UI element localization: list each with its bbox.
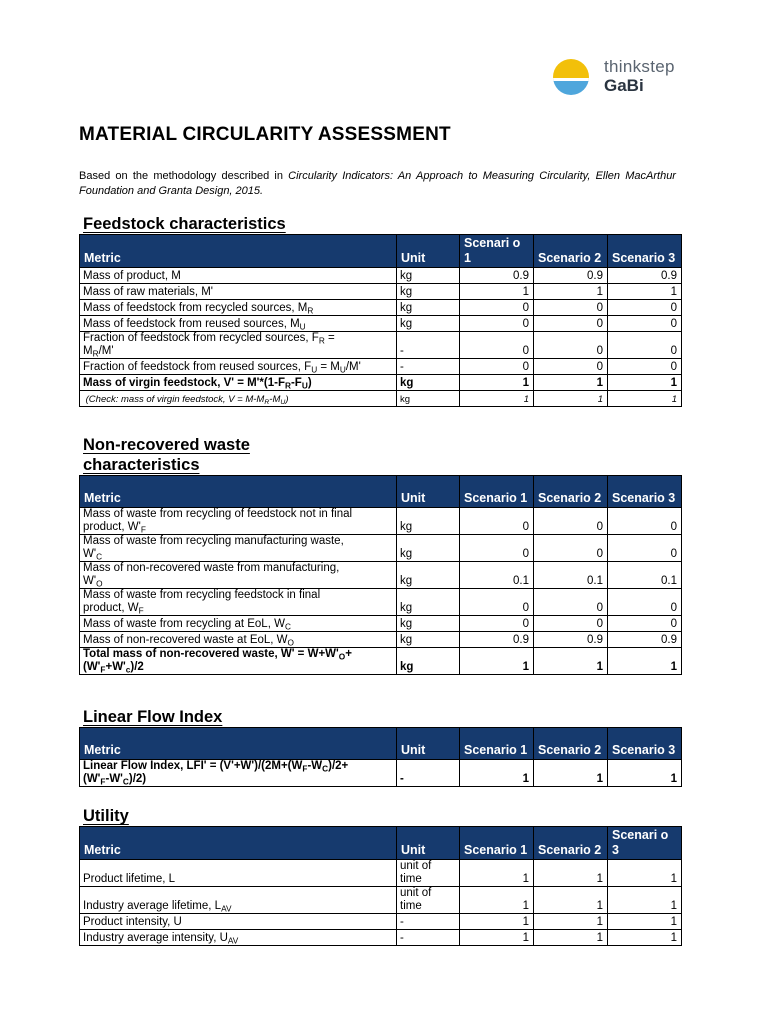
col-header-scenario-2: Scenario 2 <box>534 476 608 508</box>
scenario-2-value: 1 <box>534 930 608 946</box>
utility-table <box>79 826 682 946</box>
table-row <box>80 632 682 648</box>
scenario-1-value: 1 <box>460 930 534 946</box>
table-row <box>80 359 682 375</box>
scenario-2-value: 0 <box>534 300 608 316</box>
metric-cell: Fraction of feedstock from reused sources, $F_U = M_U/M'$ <box>80 359 397 375</box>
metric-cell: Mass of feedstock from recycled sources, $M_R$ <box>80 300 397 316</box>
col-header-scenario-3: Scenari o 3 <box>608 827 682 860</box>
lfi-table <box>79 727 682 787</box>
scenario-2-value: 0.9 <box>534 268 608 284</box>
scenario-3-value: 0 <box>608 589 682 616</box>
feedstock-heading: Feedstock characteristics <box>83 215 286 233</box>
col-header-scenario-3: Scenario 3 <box>608 476 682 508</box>
scenario-2-value: 0 <box>534 589 608 616</box>
scenario-1-value: 0 <box>460 300 534 316</box>
metric-cell: Linear Flow Index, $LFI' = (V'+W')/(2M+(W_F-W_C)/2+$ $(W'_F-W'_C)/2$) <box>80 760 397 787</box>
logo-text <box>604 58 675 95</box>
scenario-2-value: 0.1 <box>534 562 608 589</box>
metric-cell: Mass of waste from recycling at EoL, $W_C$ <box>80 616 397 632</box>
metric-cell: Fraction of feedstock from recycled sources, $F_R$ = $M_R/M'$ <box>80 332 397 359</box>
logo-line-2: GaBi <box>604 75 644 95</box>
table-row <box>80 300 682 316</box>
table-row <box>80 930 682 946</box>
col-header-unit: Unit <box>397 827 460 860</box>
unit-cell: kg <box>397 562 460 589</box>
scenario-1-value: 1 <box>460 391 534 407</box>
scenario-2-value: 0.9 <box>534 632 608 648</box>
intro-prefix: Based on the methodology described in <box>79 170 289 182</box>
metric-cell: Mass of virgin feedstock, $V' = M'*(1-F_R-F_U)$ <box>80 375 397 391</box>
waste-heading: Non-recovered waste characteristics <box>83 436 250 474</box>
table-row <box>80 508 682 535</box>
col-header-scenario-1: Scenario 1 <box>460 827 534 860</box>
col-header-metric: Metric <box>80 235 397 268</box>
scenario-1-value: 0 <box>460 535 534 562</box>
scenario-1-value: 0 <box>460 359 534 375</box>
table-row <box>80 391 682 407</box>
scenario-3-value: 0 <box>608 535 682 562</box>
scenario-1-value: 0.1 <box>460 562 534 589</box>
intro-citation: Circularity Indicators: An Approach to Measuring Circularity, Ellen MacArthur Foundation and Granta Design, 2015. <box>79 170 676 197</box>
unit-cell: - <box>397 359 460 375</box>
scenario-2-value: 0 <box>534 616 608 632</box>
metric-cell: Mass of waste from recycling feedstock in final product, $W_F$ <box>80 589 397 616</box>
scenario-3-value: 0 <box>608 359 682 375</box>
scenario-1-value: 0 <box>460 616 534 632</box>
scenario-2-value: 1 <box>534 391 608 407</box>
table-row <box>80 332 682 359</box>
metric-cell: Industry average lifetime, $L_{AV}$ <box>80 887 397 914</box>
scenario-3-value: 0 <box>608 616 682 632</box>
scenario-1-value: 0.9 <box>460 632 534 648</box>
unit-cell: kg <box>397 632 460 648</box>
table-row <box>80 562 682 589</box>
scenario-3-value: 1 <box>608 930 682 946</box>
unit-cell: unit of time <box>397 860 460 887</box>
unit-cell: kg <box>397 535 460 562</box>
page-title: MATERIAL CIRCULARITY ASSESSMENT <box>79 124 451 145</box>
scenario-3-value: 0.9 <box>608 632 682 648</box>
table-row <box>80 860 682 887</box>
col-header-metric: Metric <box>80 728 397 760</box>
logo-mark-icon <box>553 59 589 95</box>
scenario-3-value: 1 <box>608 284 682 300</box>
intro-paragraph <box>79 169 676 199</box>
scenario-3-value: 0 <box>608 316 682 332</box>
scenario-3-value: 0 <box>608 300 682 316</box>
scenario-2-value: 0 <box>534 332 608 359</box>
table-row <box>80 535 682 562</box>
metric-cell: Mass of waste from recycling of feedstock not in final product, $W'_F$ <box>80 508 397 535</box>
col-header-scenario-3: Scenario 3 <box>608 728 682 760</box>
scenario-1-value: 0 <box>460 589 534 616</box>
waste-table <box>79 475 682 675</box>
logo-line-1: thinkstep <box>604 57 675 76</box>
table-row <box>80 616 682 632</box>
metric-cell: (Check: mass of virgin feedstock, $V = M-M_R-M_U$) <box>80 391 397 407</box>
col-header-scenario-2: Scenario 2 <box>534 827 608 860</box>
col-header-scenario-2: Scenario 2 <box>534 235 608 268</box>
metric-cell: Mass of non-recovered waste from manufacturing, $W'_O$ <box>80 562 397 589</box>
scenario-3-value: 1 <box>608 648 682 675</box>
col-header-scenario-3: Scenario 3 <box>608 235 682 268</box>
scenario-1-value: 1 <box>460 648 534 675</box>
unit-cell: kg <box>397 391 460 407</box>
unit-cell: kg <box>397 648 460 675</box>
metric-cell: Mass of waste from recycling manufacturing waste, $W'_C$ <box>80 535 397 562</box>
metric-cell: Industry average intensity, $U_{AV}$ <box>80 930 397 946</box>
unit-cell: - <box>397 930 460 946</box>
col-header-unit: Unit <box>397 235 460 268</box>
scenario-1-value: 1 <box>460 860 534 887</box>
scenario-2-value: 1 <box>534 375 608 391</box>
scenario-1-value: 1 <box>460 375 534 391</box>
thinkstep-gabi-logo <box>553 58 675 95</box>
table-row <box>80 375 682 391</box>
unit-cell: kg <box>397 284 460 300</box>
metric-cell: Product lifetime, L <box>80 860 397 887</box>
col-header-metric: Metric <box>80 827 397 860</box>
scenario-3-value: 1 <box>608 860 682 887</box>
scenario-2-value: 0 <box>534 316 608 332</box>
scenario-3-value: 1 <box>608 914 682 930</box>
unit-cell: kg <box>397 616 460 632</box>
table-row <box>80 887 682 914</box>
scenario-3-value: 0.9 <box>608 268 682 284</box>
scenario-2-value: 1 <box>534 887 608 914</box>
scenario-2-value: 0 <box>534 508 608 535</box>
col-header-scenario-1: Scenari o 1 <box>460 235 534 268</box>
lfi-heading: Linear Flow Index <box>83 708 223 726</box>
table-row <box>80 760 682 787</box>
scenario-1-value: 1 <box>460 914 534 930</box>
unit-cell: - <box>397 760 460 787</box>
scenario-2-value: 0 <box>534 535 608 562</box>
scenario-3-value: 0 <box>608 332 682 359</box>
scenario-2-value: 1 <box>534 914 608 930</box>
col-header-scenario-1: Scenario 1 <box>460 476 534 508</box>
scenario-1-value: 0 <box>460 508 534 535</box>
col-header-scenario-2: Scenario 2 <box>534 728 608 760</box>
feedstock-table <box>79 234 682 407</box>
unit-cell: kg <box>397 375 460 391</box>
scenario-2-value: 1 <box>534 648 608 675</box>
scenario-3-value: 1 <box>608 760 682 787</box>
utility-heading: Utility <box>83 807 129 825</box>
scenario-1-value: 1 <box>460 284 534 300</box>
metric-cell: Mass of non-recovered waste at EoL, $W_O$ <box>80 632 397 648</box>
metric-cell: Product intensity, U <box>80 914 397 930</box>
scenario-2-value: 1 <box>534 860 608 887</box>
scenario-1-value: 1 <box>460 887 534 914</box>
table-row <box>80 316 682 332</box>
unit-cell: - <box>397 332 460 359</box>
scenario-3-value: 1 <box>608 887 682 914</box>
scenario-1-value: 1 <box>460 760 534 787</box>
scenario-2-value: 1 <box>534 760 608 787</box>
scenario-1-value: 0 <box>460 332 534 359</box>
col-header-metric: Metric <box>80 476 397 508</box>
metric-cell: Mass of raw materials, M' <box>80 284 397 300</box>
scenario-2-value: 1 <box>534 284 608 300</box>
metric-cell: Mass of product, M <box>80 268 397 284</box>
scenario-3-value: 1 <box>608 375 682 391</box>
scenario-1-value: 0.9 <box>460 268 534 284</box>
table-row <box>80 648 682 675</box>
col-header-unit: Unit <box>397 476 460 508</box>
unit-cell: unit of time <box>397 887 460 914</box>
scenario-3-value: 0.1 <box>608 562 682 589</box>
scenario-3-value: 0 <box>608 508 682 535</box>
col-header-unit: Unit <box>397 728 460 760</box>
scenario-1-value: 0 <box>460 316 534 332</box>
table-row <box>80 284 682 300</box>
metric-cell: Total mass of non-recovered waste, $W' = W+W'_O+$ $(W'_F+W'_c)/2$ <box>80 648 397 675</box>
col-header-scenario-1: Scenario 1 <box>460 728 534 760</box>
unit-cell: kg <box>397 268 460 284</box>
metric-cell: Mass of feedstock from reused sources, $M_U$ <box>80 316 397 332</box>
table-row <box>80 589 682 616</box>
scenario-3-value: 1 <box>608 391 682 407</box>
scenario-2-value: 0 <box>534 359 608 375</box>
table-row <box>80 268 682 284</box>
unit-cell: kg <box>397 300 460 316</box>
unit-cell: kg <box>397 589 460 616</box>
unit-cell: kg <box>397 316 460 332</box>
unit-cell: - <box>397 914 460 930</box>
unit-cell: kg <box>397 508 460 535</box>
table-row <box>80 914 682 930</box>
